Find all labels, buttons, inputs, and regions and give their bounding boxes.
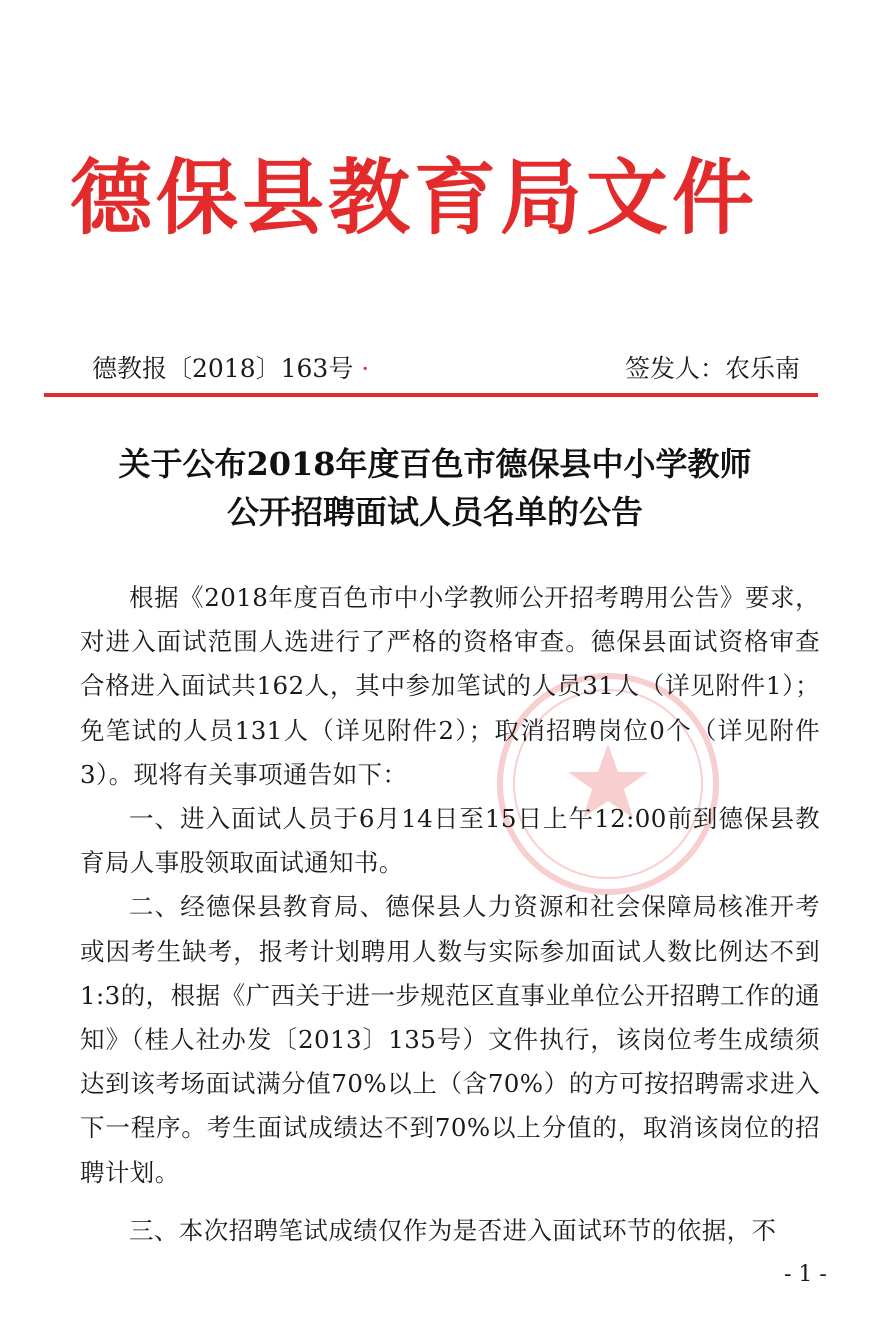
red-divider [44, 393, 818, 397]
signer: 签发人：农乐南 [625, 354, 801, 383]
document-number-text: 德教报〔2018〕163号 [92, 354, 354, 383]
body-paragraph-3: 二、经德保县教育局、德保县人力资源和社会保障局核准开考或因考生缺考，报考计划聘用人数与实际参加面试人数比例达不到1:3的，根据《广西关于进一步规范区直事业单位公开招聘工作的通知》（桂人社办发〔2013〕135号）文件执行，该岗位考生成绩须达到该考场面试满分值70%以上（含70%）的方可按招聘需求进入下一程序。考生面试成绩达不到70%以上分值的，取消该岗位的招聘计划。 [80, 892, 820, 1187]
body-paragraph-4: 三、本次招聘笔试成绩仅作为是否进入面试环节的依据，不 [129, 1215, 777, 1245]
body-paragraph-1: 根据《2018年度百色市中小学教师公开招考聘用公告》要求，对进入面试范围人选进行了严格的资格审查。德保县面试资格审查合格进入面试共162人，其中参加笔试的人员31人（详见附件1）；免笔试的人员131人（详见附件2）；取消招聘岗位0个（详见附件3）。现将有关事项通告如下： [80, 583, 820, 789]
document-number-mark: · [361, 354, 370, 383]
notice-heading-line-1: 关于公布2018年度百色市德保县中小学教师 [118, 445, 752, 483]
document-number [92, 352, 369, 386]
notice-heading-line-2: 公开招聘面试人员名单的公告 [226, 493, 643, 531]
page-number: - 1 - [784, 1262, 827, 1287]
body-paragraph-2: 一、进入面试人员于6月14日至15日上午12:00前到德保县教育局人事股领取面试通知书。 [80, 804, 820, 878]
notice-heading [40, 440, 830, 536]
document-header-title: 德保县教育局文件 [70, 150, 759, 246]
notice-body [80, 576, 820, 1253]
